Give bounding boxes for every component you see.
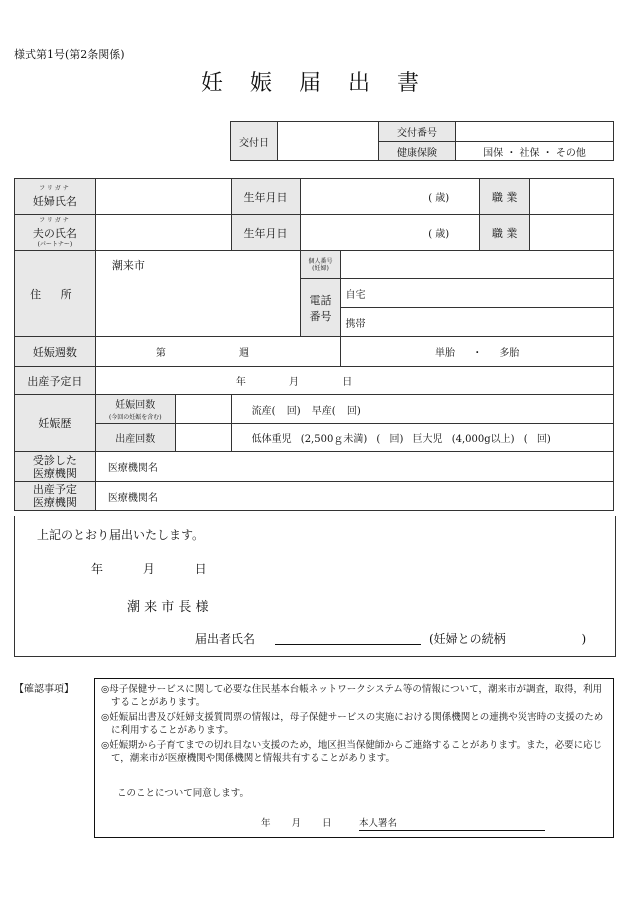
address-label: 住 所 xyxy=(15,251,96,337)
mother-age[interactable]: ( 歳) xyxy=(300,179,480,215)
due-date-label: 出産予定日 xyxy=(15,367,96,395)
husband-name-field[interactable] xyxy=(95,215,231,251)
applicant-label: 届出者氏名 xyxy=(195,632,256,646)
page-title: 妊 娠 届 出 書 xyxy=(201,71,429,96)
confirm-date[interactable]: 年 月 日 xyxy=(261,818,332,829)
personal-number-label: 個人番号 (妊婦) xyxy=(300,251,341,279)
confirm-label: 【確認事項】 xyxy=(14,684,74,695)
relation-field[interactable]: (妊婦との続柄 ) xyxy=(429,632,587,646)
husband-age[interactable]: ( 歳) xyxy=(300,215,480,251)
single-multi-field[interactable]: 単胎 ・ 多胎 xyxy=(341,337,614,367)
history-label: 妊娠歴 xyxy=(15,395,96,452)
confirm-agree: このことについて同意します。 xyxy=(117,788,250,799)
applicant-name-field[interactable] xyxy=(275,644,421,645)
address-field[interactable]: 潮来市 xyxy=(95,251,300,337)
birthweight-field[interactable]: 低体重児 (2,500ｇ未満) ( 回) 巨大児 (4,000g以上) ( 回) xyxy=(231,424,613,452)
due-date-field[interactable]: 年 月 日 xyxy=(95,367,613,395)
insurance-label: 健康保険 xyxy=(379,142,456,161)
issue-number-label: 交付番号 xyxy=(379,122,456,142)
insurance-options[interactable]: 国保 ・ 社保 ・ その他 xyxy=(456,142,614,161)
mobile-phone-field[interactable]: 携帯 xyxy=(341,308,614,337)
husband-occupation-field[interactable] xyxy=(530,215,614,251)
weeks-label: 妊娠週数 xyxy=(15,337,96,367)
issue-number-field[interactable] xyxy=(456,122,614,142)
pregnancies-field[interactable] xyxy=(175,395,231,424)
confirm-item-2: ◎妊娠届出書及び妊婦支援質問票の情報は，母子保健サービスの実施における関係機関との連携や災害時の支援のために利用することがあります。 xyxy=(101,712,604,736)
husband-occupation-label: 職 業 xyxy=(480,215,530,251)
mother-occupation-field[interactable] xyxy=(530,179,614,215)
miscarriage-field[interactable]: 流産( 回) 早産( 回) xyxy=(231,395,613,424)
planned-institution-field[interactable]: 医療機関名 xyxy=(95,482,613,511)
personal-number-field[interactable] xyxy=(341,251,614,279)
visited-institution-field[interactable]: 医療機関名 xyxy=(95,452,613,482)
mother-name-label: フリガナ 妊婦氏名 xyxy=(15,179,96,215)
deliveries-field[interactable] xyxy=(175,424,231,452)
husband-birthdate-label: 生年月日 xyxy=(231,215,300,251)
addressee: 潮 来 市 長 様 xyxy=(127,600,209,615)
deliveries-label: 出産回数 xyxy=(95,424,175,452)
mother-birthdate-label: 生年月日 xyxy=(231,179,300,215)
signature-field[interactable]: 本人署名 xyxy=(359,817,545,831)
home-phone-field[interactable]: 自宅 xyxy=(341,279,614,308)
mother-name-field[interactable] xyxy=(95,179,231,215)
visited-institution-label: 受診した 医療機関 xyxy=(15,452,96,482)
weeks-field[interactable]: 第 週 xyxy=(95,337,341,367)
pregnancies-label: 妊娠回数 (今回の妊娠を含む) xyxy=(95,395,175,424)
declaration-text: 上記のとおり届出いたします。 xyxy=(37,528,205,542)
declaration-section xyxy=(14,516,616,657)
confirm-item-1: ◎母子保健サービスに関して必要な住民基本台帳ネットワークシステム等の情報について，潮来市が調査，取得，利用することがあります。 xyxy=(101,684,602,708)
planned-institution-label: 出産予定 医療機関 xyxy=(15,482,96,511)
mother-occupation-label: 職 業 xyxy=(480,179,530,215)
issue-date-field[interactable] xyxy=(278,122,379,161)
form-number: 様式第1号(第2条関係) xyxy=(14,48,125,61)
confirm-box xyxy=(94,678,614,838)
husband-name-label: フリガナ 夫の氏名 (パートナー) xyxy=(15,215,96,251)
issue-date-label: 交付日 xyxy=(231,122,278,161)
confirm-item-3: ◎妊娠期から子育てまでの切れ目ない支援のため，地区担当保健師からご連絡することがあります。また，必要に応じて，潮来市が医療機関や関係機関と情報共有することがあります。 xyxy=(101,740,603,764)
admin-table xyxy=(230,121,614,161)
phone-label: 電話 番号 xyxy=(300,279,341,337)
declaration-date[interactable]: 年 月 日 xyxy=(91,562,207,576)
main-form-table xyxy=(14,178,614,511)
